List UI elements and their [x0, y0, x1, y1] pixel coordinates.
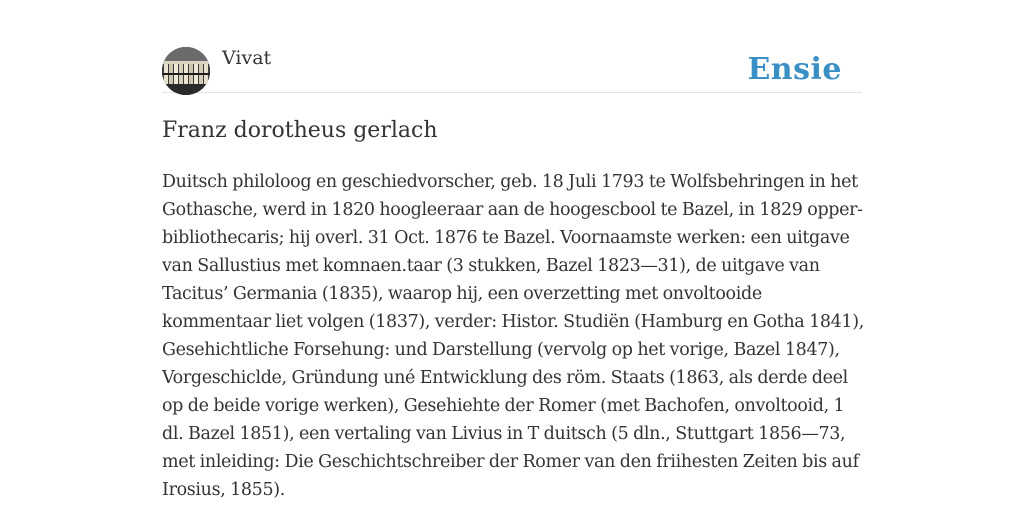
- ensie-logo[interactable]: Ensie: [747, 52, 842, 87]
- article-title: Franz dorotheus gerlach: [162, 118, 438, 143]
- article-body: Duitsch philoloog en geschiedvorscher, geb. 18 Juli 1793 te Wolfsbehringen in het Gothasche, werd in 1820 hoogleeraar aan de hoogescbool te Bazel, in 1829 opper-bibliothecaris; hij overl. 31 Oct. 1876 te Bazel. Voornaamste werken: een uitgave van Sallustius met komnaen.taar (3 stukken, Bazel 1823—31), de uitgave van Tacitus’ Germania (1835), waarop hij, een overzetting met onvoltooide kommentaar liet volgen (1837), verder: Histor. Studiën (Hamburg en Gotha 1841), Gesehichtliche Forsehung: und Darstellung (vervolg op het vorige, Bazel 1847), Vorgeschiclde, Gründung uné Entwicklung des röm. Staats (1863, als derde deel op de beide vorige werken), Gesehiehte der Romer (met Bachofen, onvoltooid, 1 dl. Bazel 1851), een vertaling van Livius in T duitsch (5 dln., Stuttgart 1856—73, met inleiding: Die Geschichtschreiber der Romer van den friihesten Zeiten bis auf Irosius, 1855).: [162, 172, 864, 500]
- source-name[interactable]: Vivat: [222, 47, 272, 69]
- book-spines-icon[interactable]: [162, 47, 210, 95]
- header: [162, 46, 862, 93]
